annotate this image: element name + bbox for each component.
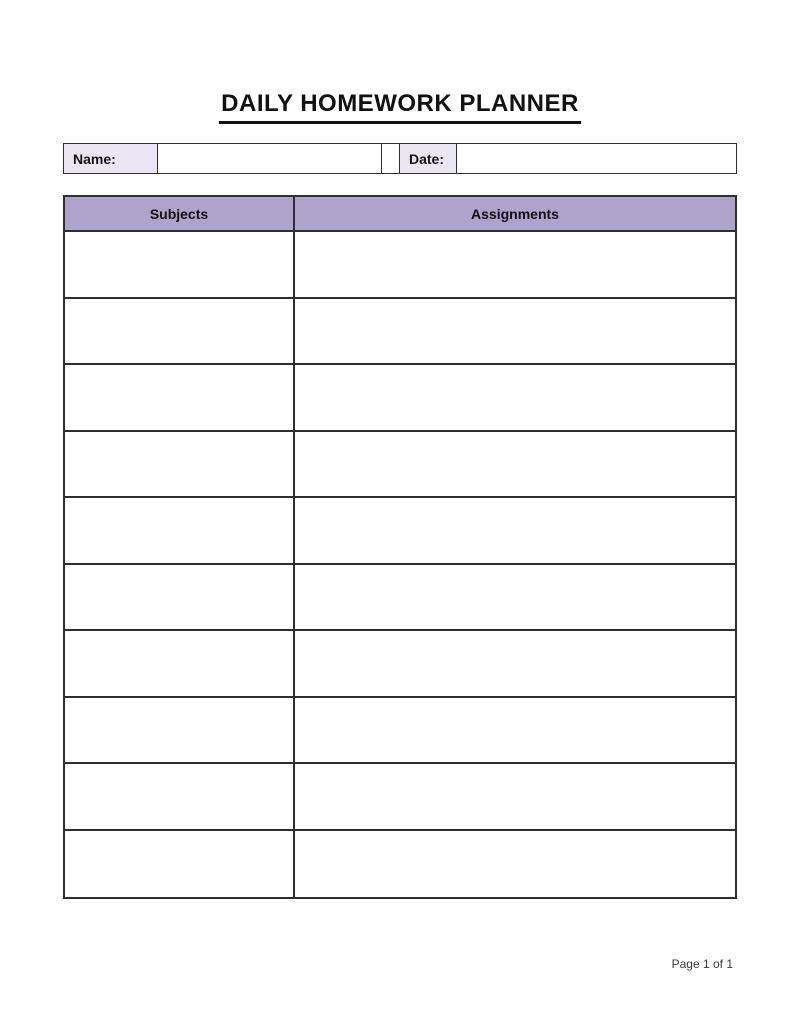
date-input[interactable]: [457, 144, 736, 173]
assignment-cell[interactable]: [295, 299, 735, 364]
subject-cell[interactable]: [65, 498, 295, 563]
subject-cell[interactable]: [65, 565, 295, 630]
subject-cell[interactable]: [65, 764, 295, 829]
page-footer: Page 1 of 1: [671, 957, 733, 971]
subject-cell[interactable]: [65, 698, 295, 763]
subject-cell[interactable]: [65, 299, 295, 364]
assignment-cell[interactable]: [295, 565, 735, 630]
table-body: [65, 232, 735, 897]
assignment-cell[interactable]: [295, 698, 735, 763]
table-row: [65, 299, 735, 366]
header-cell-subjects: Subjects: [65, 197, 295, 230]
assignment-cell[interactable]: [295, 432, 735, 497]
assignment-cell[interactable]: [295, 232, 735, 297]
subject-cell[interactable]: [65, 232, 295, 297]
subject-cell[interactable]: [65, 432, 295, 497]
name-date-spacer: [382, 144, 399, 173]
assignment-cell[interactable]: [295, 631, 735, 696]
assignment-cell[interactable]: [295, 498, 735, 563]
name-date-row: [63, 143, 737, 174]
assignment-cell[interactable]: [295, 764, 735, 829]
name-input[interactable]: [158, 144, 382, 173]
homework-table: [63, 195, 737, 899]
assignment-cell[interactable]: [295, 365, 735, 430]
table-row: [65, 698, 735, 765]
name-label: Name:: [64, 144, 158, 173]
table-row: [65, 831, 735, 898]
table-row: [65, 498, 735, 565]
subject-cell[interactable]: [65, 831, 295, 898]
table-row: [65, 365, 735, 432]
table-row: [65, 764, 735, 831]
subject-cell[interactable]: [65, 631, 295, 696]
assignment-cell[interactable]: [295, 831, 735, 898]
table-header-row: [65, 197, 735, 232]
header-cell-assignments: Assignments: [471, 205, 559, 222]
table-row: [65, 565, 735, 632]
date-label: Date:: [399, 144, 457, 173]
table-row: [65, 232, 735, 299]
subject-cell[interactable]: [65, 365, 295, 430]
table-row: [65, 432, 735, 499]
title-wrap: [0, 90, 800, 124]
page-title: DAILY HOMEWORK PLANNER: [219, 90, 581, 124]
table-row: [65, 631, 735, 698]
